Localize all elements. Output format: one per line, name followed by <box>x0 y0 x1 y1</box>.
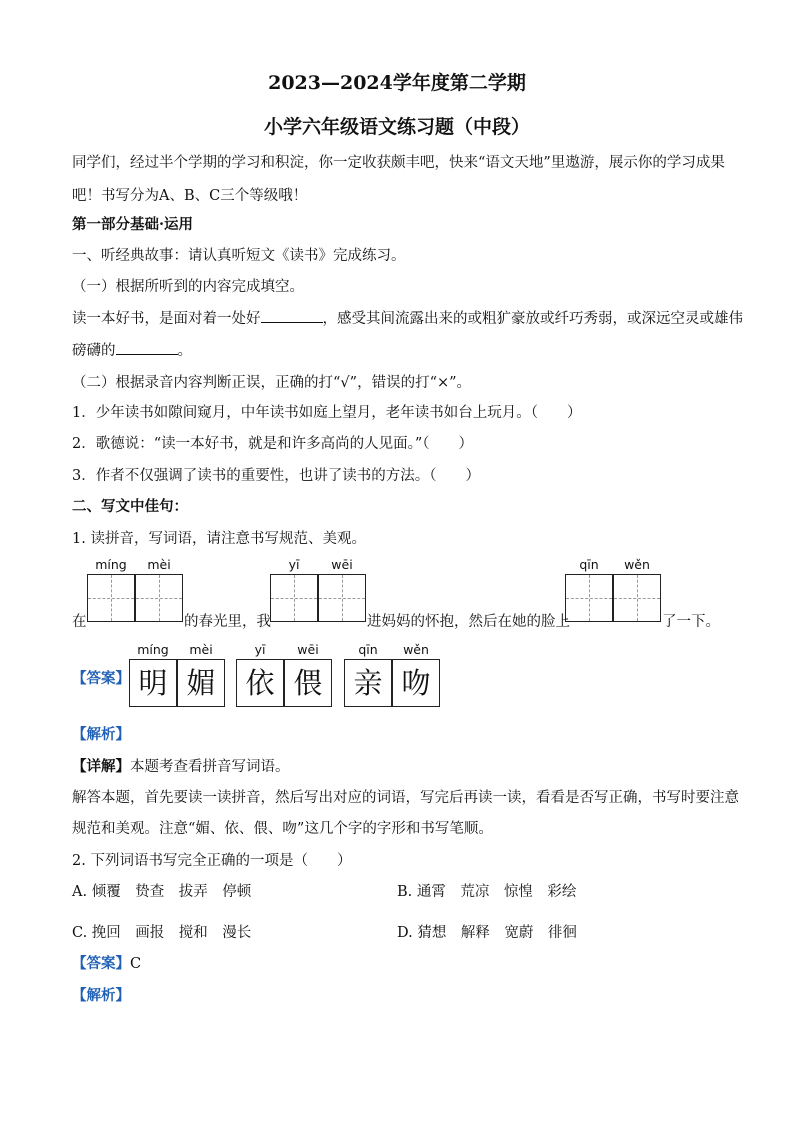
fill-text-d: 。 <box>177 343 192 359</box>
document-title: 2023—2024学年度第二学期 <box>268 72 526 94</box>
answer-char-2: 媚 <box>177 659 225 707</box>
part2-heading: 二、写文中佳句： <box>72 498 188 515</box>
answer-char-5: 亲 <box>344 659 392 707</box>
answer-pinyin-yi: yī <box>254 642 266 657</box>
answer-pinyin-wen: wěn <box>403 642 429 657</box>
sentence-part-3: 进妈妈的怀抱，然后在她的脸上 <box>367 614 570 630</box>
part1-heading: 第一部分基础·运用 <box>72 216 194 233</box>
answer-char-1: 明 <box>129 659 177 707</box>
writing-grid-4[interactable] <box>318 574 366 622</box>
pinyin-yi: yī <box>288 557 300 572</box>
fill-text-a: 读一本好书，是面对着一处好 <box>72 311 261 327</box>
answer-pinyin-ming: míng <box>137 642 169 657</box>
detail-label: 【详解】 <box>72 758 130 775</box>
pinyin-qin: qīn <box>579 557 599 572</box>
sentence-part-1: 在 <box>72 614 87 630</box>
q2-answer-label: 【答案】 <box>72 955 130 972</box>
fill-text-b: ，感受其间流露出来的或粗犷豪放或纤巧秀弱，或深远空灵或雄伟 <box>322 311 743 327</box>
writing-grid-2[interactable] <box>135 574 183 622</box>
part2-question-2-title: 2. 下列词语书写完全正确的一项是（ ） <box>72 853 352 869</box>
blank-2[interactable] <box>116 340 178 355</box>
judge-item-1: 1．少年读书如隙间窥月，中年读书如庭上望月，老年读书如台上玩月。（ ） <box>72 405 582 421</box>
explain-line-1: 解答本题，首先要读一读拼音，然后写出对应的词语，写完后再读一读，看看是否写正确，书写时要注意 <box>72 790 739 806</box>
answer-label: 【答案】 <box>72 670 130 687</box>
judge-item-2: 2．歌德说：“读一本好书，就是和许多高尚的人见面。”（ ） <box>72 436 474 452</box>
pinyin-wei: wēi <box>331 557 353 572</box>
detail-line <box>72 755 290 776</box>
answer-pinyin-wei: wēi <box>297 642 319 657</box>
explain-line-2: 规范和美观。注意“媚、依、偎、吻”这几个字的字形和书写笔顺。 <box>72 821 493 837</box>
fill-text-c: 磅礴的 <box>72 343 116 359</box>
sentence-part-2: 的春光里，我 <box>184 614 271 630</box>
q2-analysis-label: 【解析】 <box>72 987 130 1004</box>
answer-char-3: 依 <box>236 659 284 707</box>
judge-item-3: 3．作者不仅强调了读书的重要性，也讲了读书的方法。（ ） <box>72 468 480 484</box>
pinyin-ming: míng <box>95 557 127 572</box>
document-subtitle: 小学六年级语文练习题（中段） <box>263 116 530 138</box>
option-a[interactable]: A. 倾覆 贽查 拔弄 停顿 <box>72 884 252 900</box>
blank-1[interactable] <box>261 308 323 323</box>
writing-grid-3[interactable] <box>270 574 318 622</box>
q2-answer-line <box>72 952 141 973</box>
option-b[interactable]: B. 通霄 荒凉 惊惶 彩绘 <box>397 884 577 900</box>
answer-pinyin-qin: qīn <box>358 642 378 657</box>
intro-line-1: 同学们，经过半个学期的学习和积淀，你一定收获颇丰吧，快来“语文天地”里遨游，展示你的学习成果 <box>72 155 725 171</box>
intro-line-2: 吧！书写分为A、B、C三个等级哦！ <box>72 188 308 204</box>
answer-char-6: 吻 <box>392 659 440 707</box>
q2-answer-value: C <box>130 956 142 972</box>
writing-grid-1[interactable] <box>87 574 135 622</box>
option-d[interactable]: D. 猜想 解释 宽蔚 徘徊 <box>397 925 577 941</box>
subquestion-2-title: （二）根据录音内容判断正误，正确的打“√”，错误的打“×”。 <box>72 375 472 391</box>
pinyin-wen: wěn <box>624 557 650 572</box>
answer-pinyin-mei: mèi <box>189 642 213 657</box>
part2-question-1-title: 1. 读拼音，写词语，请注意书写规范、美观。 <box>72 531 366 547</box>
sentence-part-4: 了一下。 <box>662 614 720 630</box>
analysis-label: 【解析】 <box>72 726 130 743</box>
writing-grid-5[interactable] <box>565 574 613 622</box>
subquestion-1-title: （一）根据所听到的内容完成填空。 <box>72 279 304 295</box>
question-1-title: 一、听经典故事：请认真听短文《读书》完成练习。 <box>72 248 406 264</box>
writing-grid-6[interactable] <box>613 574 661 622</box>
option-c[interactable]: C. 挽回 画报 搅和 漫长 <box>72 925 252 941</box>
answer-char-4: 偎 <box>284 659 332 707</box>
detail-text: 本题考查看拼音写词语。 <box>130 759 290 775</box>
fill-in-line-2 <box>72 339 192 360</box>
fill-in-line-1 <box>72 307 743 328</box>
pinyin-mei: mèi <box>147 557 171 572</box>
